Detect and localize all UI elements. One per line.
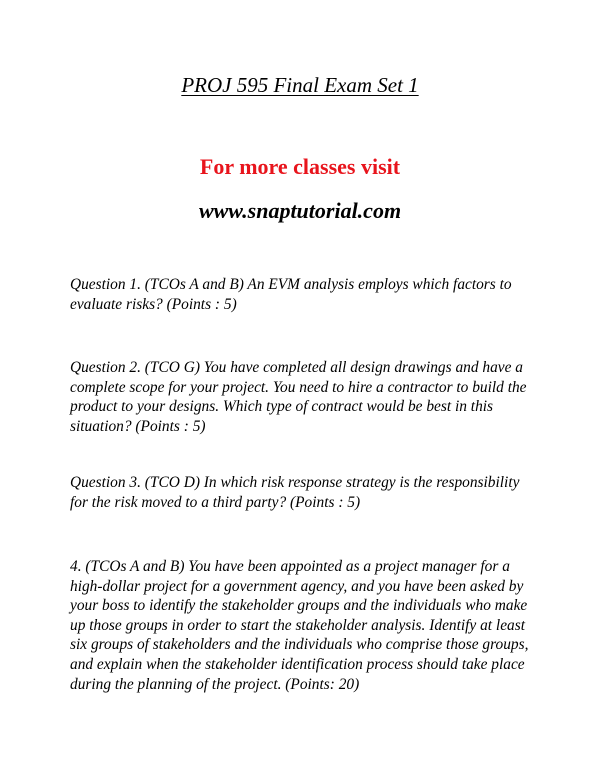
question-2: Question 2. (TCO G) You have completed all design drawings and have a complete scope for your project. You need to hire a contractor to build the product to your designs. Which type of contract would be best in this situation? (Points : 5) — [70, 359, 527, 435]
website-link[interactable]: www.snaptutorial.com — [198, 198, 402, 223]
question-4: 4. (TCOs A and B) You have been appointed as a project manager for a high-dollar project for a government agency, and you have been asked by your boss to identify the stakeholder groups and the individuals who make up those groups in order to start the stakeholder analysis. Identify at least six groups of stakeholders and the individuals who comprise those groups, and explain when the stakeholder identification process should take place during the planning of the project. (Points: 20) — [70, 558, 529, 693]
promo-line: For more classes visit — [199, 154, 401, 179]
question-1: Question 1. (TCOs A and B) An EVM analysis employs which factors to evaluate risks? (Points : 5) — [70, 276, 512, 313]
question-3: Question 3. (TCO D) In which risk response strategy is the responsibility for the risk moved to a third party? (Points : 5) — [70, 474, 520, 511]
document-title — [0, 72, 600, 98]
document-title-text: PROJ 595 Final Exam Set 1 — [181, 73, 419, 97]
